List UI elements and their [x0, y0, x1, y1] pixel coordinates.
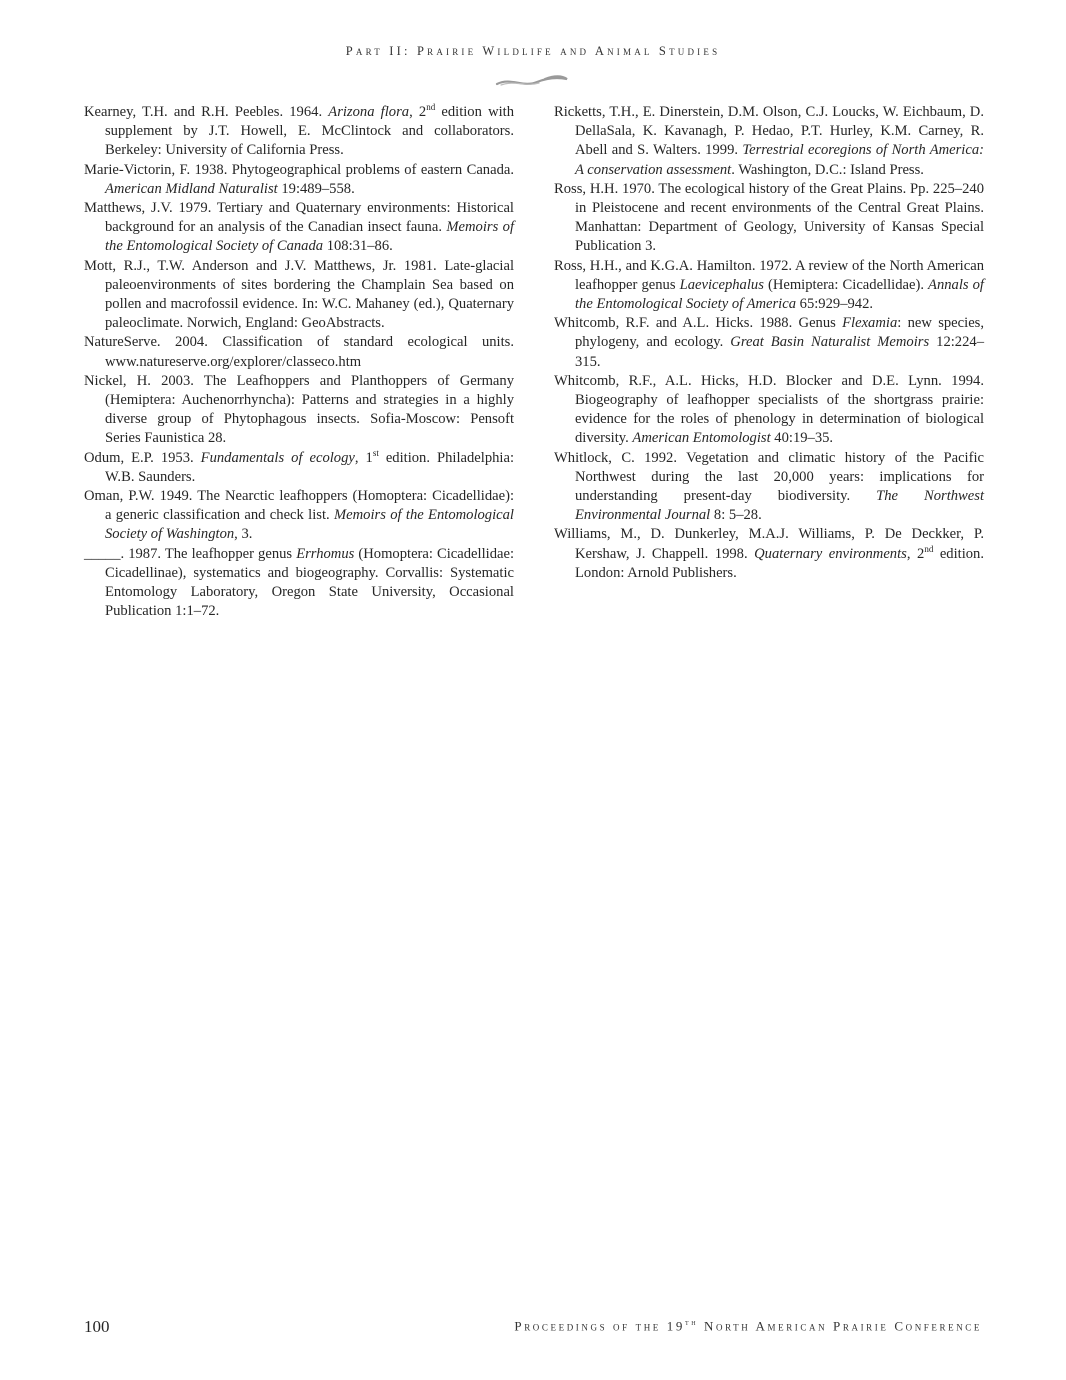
- italic-title: The Northwest Environmental Journal: [575, 488, 985, 524]
- italic-title: Fundamentals of ecology: [200, 449, 355, 466]
- reference-text: Ross, H.H. 1970. The ecological history of the Great Plains. Pp. 225–240 in Pleistocene and recent environments of the Central Great Plains. Manhattan: Department of Geology, University of Kansas Special Publication 3.: [554, 180, 984, 255]
- italic-title: American Midland Naturalist: [105, 180, 278, 197]
- reference-text: edition with supplement by J.T. Howell, E. McClintock and collaborators. Berkeley: University of California Press.: [105, 104, 515, 159]
- reference-text: Nickel, H. 2003. The Leafhoppers and Planthoppers of Germany (Hemiptera: Auchenorrhyncha): Patterns and strategies in a highly diverse group of Phytophagous insects. Sofia-Moscow: Pensoft Series Faunistica 28.: [84, 372, 514, 447]
- reference-entry: [84, 161, 514, 199]
- reference-entry: [84, 333, 514, 371]
- reference-entry: [554, 257, 984, 315]
- reference-text: edition. Philadelphia: W.B. Saunders.: [105, 449, 514, 485]
- reference-entry: [554, 103, 984, 180]
- italic-title: Annals of the Entomological Society of America: [575, 276, 984, 313]
- italic-title: American Entomologist: [632, 430, 771, 447]
- swash-ornament-icon: [495, 73, 571, 89]
- reference-entry: [84, 199, 514, 257]
- italic-title: Laevicephalus: [679, 276, 764, 293]
- reference-text: , 2: [906, 545, 925, 562]
- reference-text: edition. London: Arnold Publishers.: [575, 545, 985, 581]
- references-right-column: [554, 103, 984, 583]
- reference-text: , 1: [354, 449, 373, 466]
- italic-title: Great Basin Naturalist Memoirs: [730, 334, 930, 351]
- reference-text: _____. 1987. The leafhopper genus: [84, 545, 297, 562]
- italic-title: Errhomus: [296, 545, 355, 562]
- conference-prefix: Proceedings of the 19: [514, 1318, 685, 1334]
- page-number: 100: [84, 1317, 110, 1336]
- reference-entry: [554, 372, 984, 449]
- reference-text: Kearney, T.H. and R.H. Peebles. 1964.: [84, 104, 329, 120]
- superscript-text: nd: [924, 543, 934, 554]
- superscript-text: st: [372, 447, 379, 458]
- italic-title: Quaternary environments: [754, 545, 907, 562]
- reference-text: Oman, P.W. 1949. The Nearctic leafhoppers (Homoptera: Cicadellidae): a generic classification and check list.: [84, 488, 514, 524]
- reference-text: 8: 5–28.: [710, 507, 762, 524]
- italic-title: Memoirs of the Entomological Society of Canada: [105, 219, 514, 255]
- reference-text: (Hemiptera: Cicadellidae).: [763, 276, 929, 293]
- reference-text: Marie-Victorin, F. 1938. Phytogeographical problems of eastern Canada.: [84, 161, 514, 178]
- reference-entry: [84, 449, 514, 487]
- superscript-text: nd: [426, 102, 436, 113]
- reference-text: Odum, E.P. 1953.: [84, 449, 201, 466]
- conference-ordinal: th: [684, 1318, 699, 1327]
- reference-text: 65:929–942.: [796, 296, 874, 313]
- reference-text: 19:489–558.: [277, 180, 355, 197]
- reference-text: Williams, M., D. Dunkerley, M.A.J. Williams, P. De Deckker, P. Kershaw, J. Chappell. 1998.: [554, 526, 984, 562]
- italic-title: Memoirs of the Entomological Society of Washington: [105, 507, 514, 543]
- conference-suffix: North American Prairie Conference: [698, 1318, 982, 1334]
- reference-text: 108:31–86.: [323, 238, 393, 255]
- reference-entry: [84, 257, 514, 334]
- reference-text: Mott, R.J., T.W. Anderson and J.V. Matthews, Jr. 1981. Late-glacial paleoenvironments of sites bordering the Champlain Sea based on pollen and macrofossil evidence. In: W.C. Mahaney (ed.), Quaternary paleoclimate. Norwich, England: GeoAbstracts.: [84, 257, 514, 332]
- italic-title: Arizona flora: [328, 104, 410, 120]
- reference-entry: [554, 180, 984, 257]
- reference-entry: [84, 487, 514, 545]
- reference-text: 40:19–35.: [770, 430, 834, 447]
- reference-entry: [554, 449, 984, 526]
- reference-text: Ross, H.H., and K.G.A. Hamilton. 1972. A review of the North American leafhopper genus: [554, 257, 984, 293]
- reference-text: 12:224–315.: [575, 334, 984, 370]
- conference-footer: [514, 1318, 982, 1334]
- reference-text: , 2: [409, 104, 427, 120]
- reference-text: NatureServe. 2004. Classification of standard ecological units. www.natureserve.org/explorer/classeco.htm: [84, 334, 514, 370]
- references-left-column: [84, 103, 514, 621]
- reference-entry: [84, 103, 514, 161]
- reference-text: Whitcomb, R.F. and A.L. Hicks. 1988. Genus: [554, 315, 843, 332]
- reference-text: Whitcomb, R.F., A.L. Hicks, H.D. Blocker and D.E. Lynn. 1994. Biogeography of leafhopper specialists of the shortgrass prairie: evidence for the roles of phenology in determination of biological diversity.: [554, 372, 984, 447]
- reference-text: : new species, phylogeny, and ecology.: [575, 315, 984, 351]
- running-head: Part II: Prairie Wildlife and Animal Studies: [345, 44, 721, 58]
- reference-entry: [554, 525, 984, 583]
- reference-text: , 3.: [234, 526, 253, 543]
- italic-title: Terrestrial ecoregions of North America: A conservation assessment: [575, 142, 984, 178]
- reference-text: Whitlock, C. 1992. Vegetation and climatic history of the Pacific Northwest during the last 20,000 years: implications for understanding present-day biodiversity.: [554, 449, 984, 505]
- reference-text: Ricketts, T.H., E. Dinerstein, D.M. Olson, C.J. Loucks, W. Eichbaum, D. DellaSala, K. Kavanagh, P. Hedao, P.T. Hurley, K.M. Carney, R. Abell and S. Walters. 1999.: [554, 104, 984, 159]
- reference-entry: [84, 372, 514, 449]
- reference-entry: [554, 314, 984, 372]
- reference-text: Matthews, J.V. 1979. Tertiary and Quaternary environments: Historical background for an analysis of the Canadian insect fauna.: [84, 200, 514, 236]
- reference-text: (Homoptera: Cicadellidae: Cicadellinae), systematics and biogeography. Corvallis: Systematic Entomology Laboratory, Oregon State University, Occasional Publication 1:1–72.: [105, 545, 515, 620]
- italic-title: Flexamia: [842, 315, 898, 332]
- reference-entry: [84, 545, 514, 622]
- reference-text: . Washington, D.C.: Island Press.: [731, 161, 924, 178]
